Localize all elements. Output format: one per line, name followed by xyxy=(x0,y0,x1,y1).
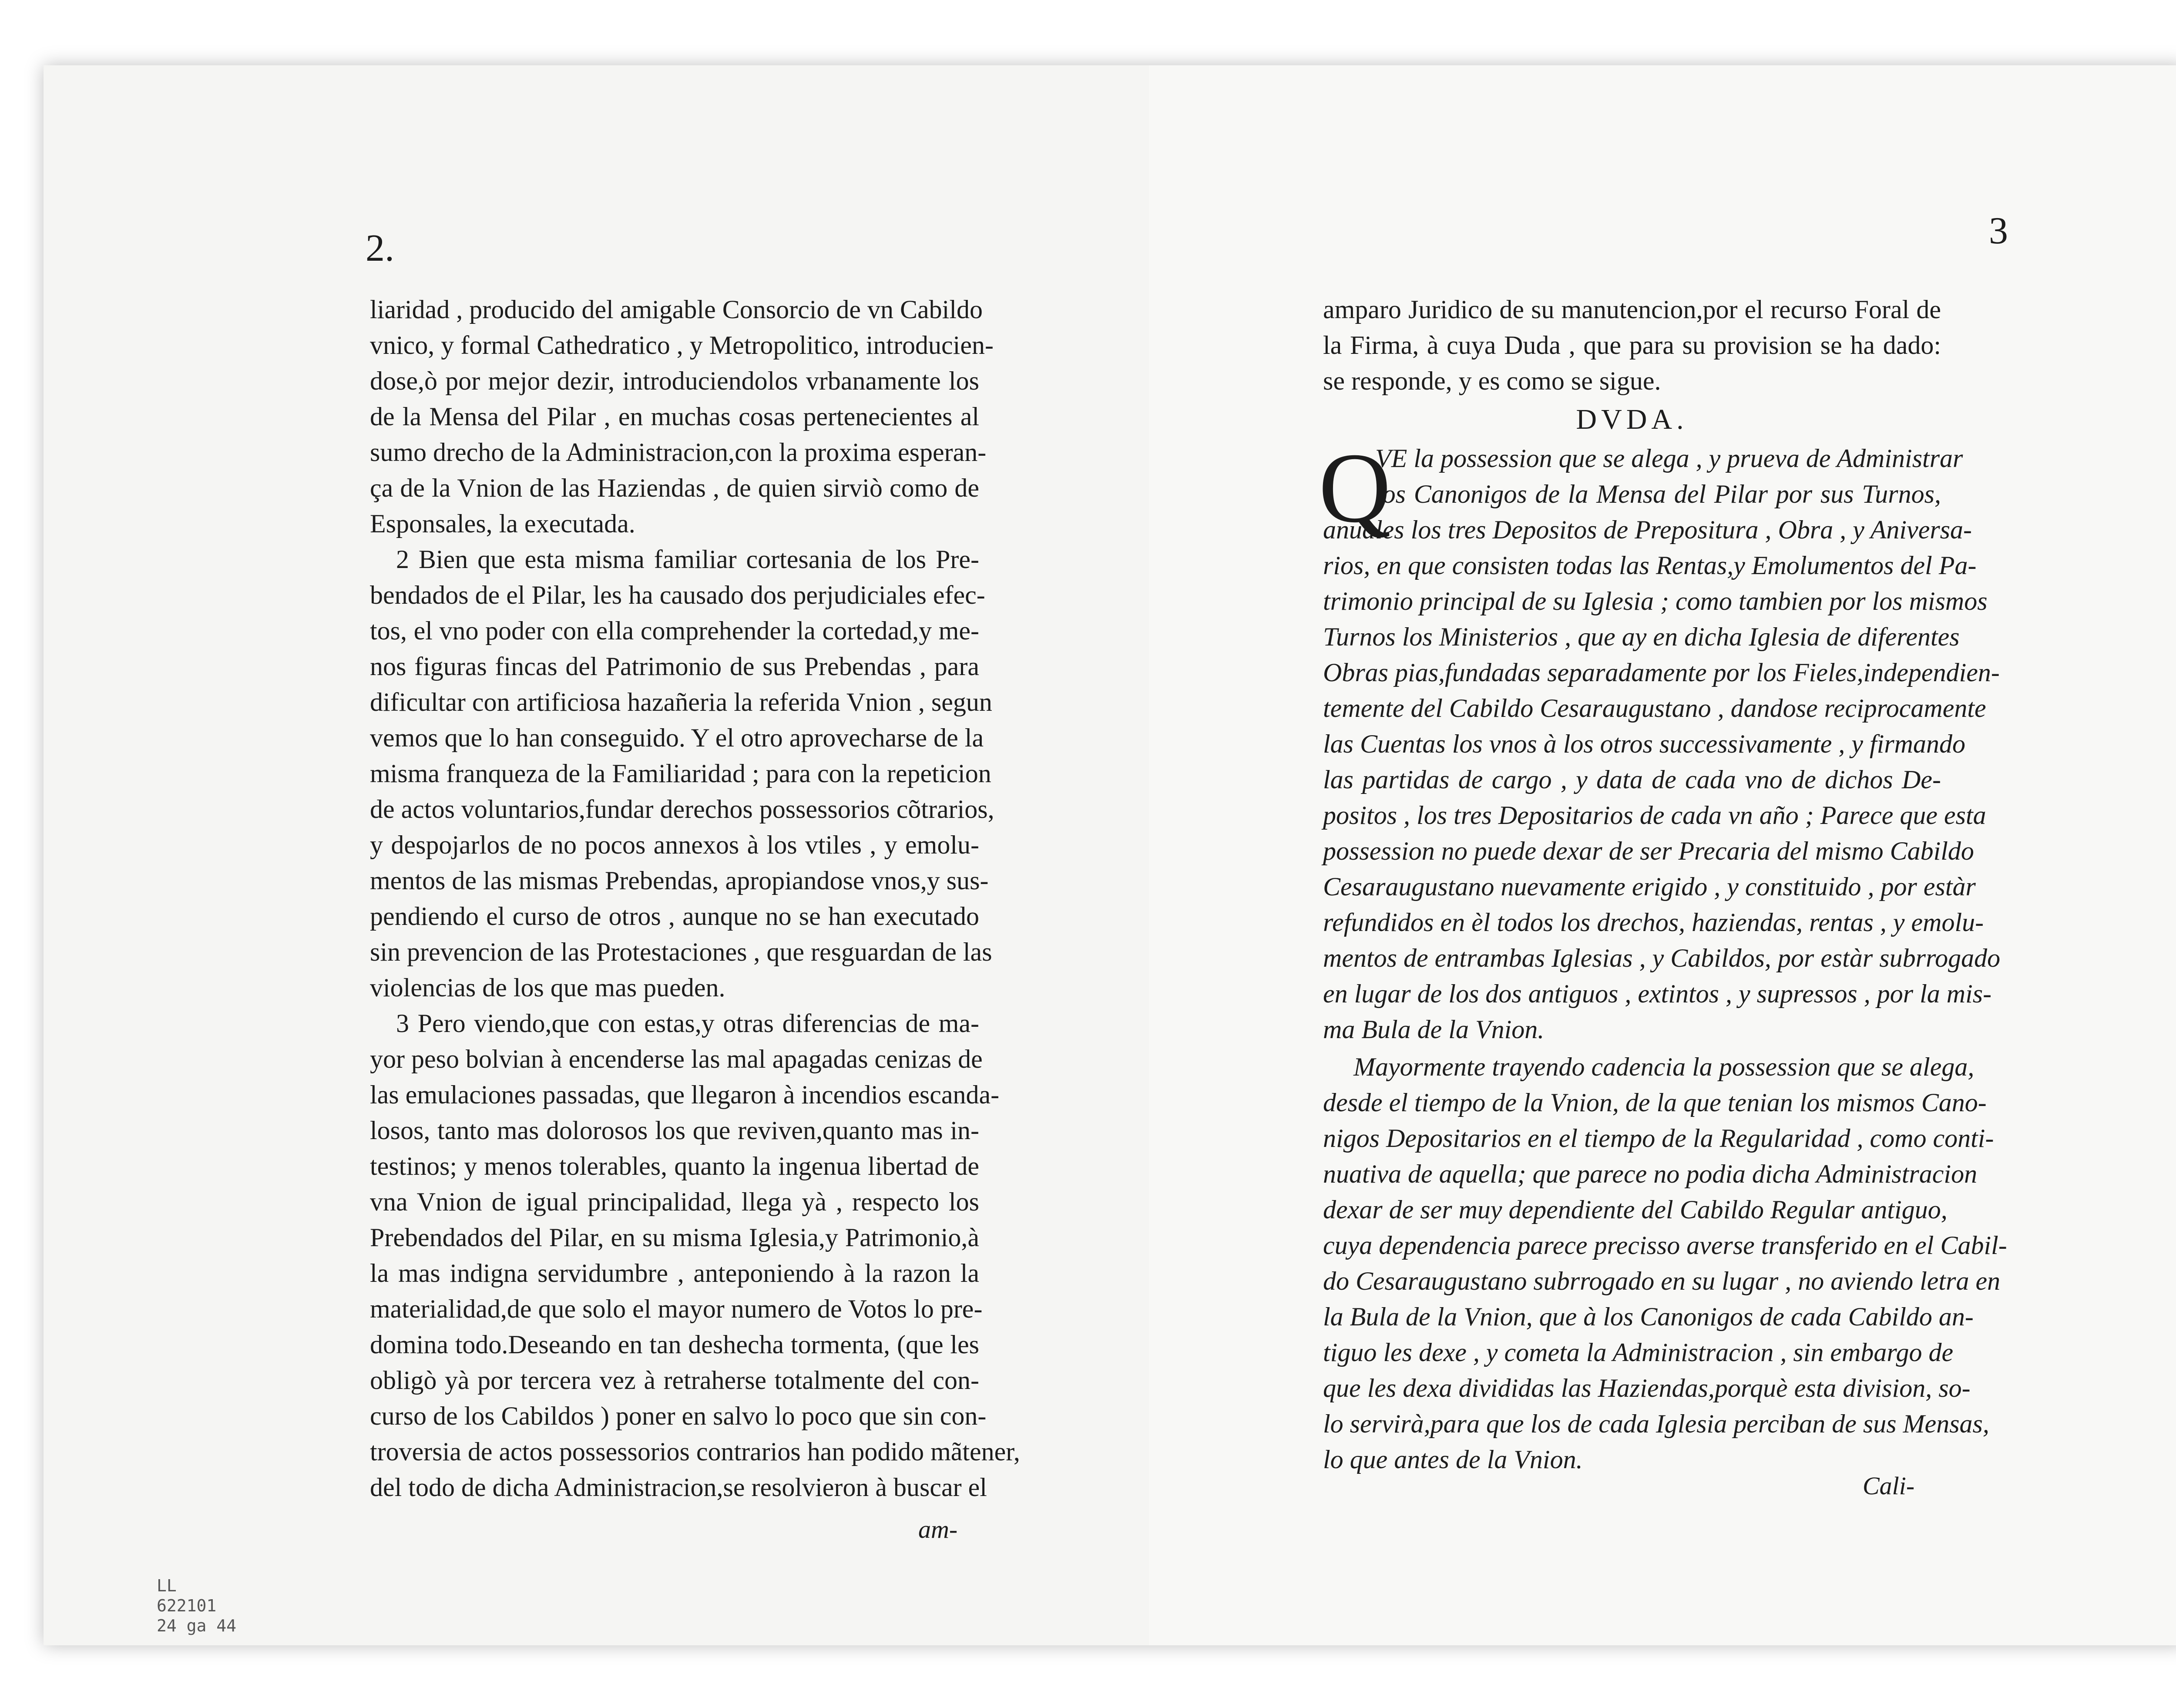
left-text-line: sumo drecho de la Administracion,con la proxima esperan- xyxy=(370,438,987,467)
left-text-line: vna Vnion de igual principalidad, llega yà , respecto los xyxy=(370,1187,979,1216)
intro-lines xyxy=(1323,292,1941,399)
paragraph-line: nigos Depositarios en el tiempo de la Regularidad , como conti- xyxy=(1323,1124,1994,1153)
question-line: VE la possession que se alega , y prueva de Administrar xyxy=(1375,444,1963,473)
paragraph-line: cuya dependencia parece precisso averse transferido en el Cabil- xyxy=(1323,1231,2007,1260)
question-body-line: possession no puede dexar de ser Precaria del mismo Cabildo xyxy=(1323,837,1974,865)
library-shelfmark xyxy=(157,1576,236,1636)
left-text-line: y despojarlos de no pocos annexos à los vtiles , y emolu- xyxy=(370,830,979,859)
left-text-line: las emulaciones passadas, que llegaron à incendios escanda- xyxy=(370,1080,1000,1109)
left-text-line: 3 Pero viendo,que con estas,y otras diferencias de ma- xyxy=(396,1009,979,1038)
left-text-line: testinos; y menos tolerables, quanto la ingenua libertad de xyxy=(370,1152,979,1180)
left-text-line: de actos voluntarios,fundar derechos possessorios cõtrarios, xyxy=(370,795,994,824)
left-text-line: domina todo.Deseando en tan deshecha tormenta, (que les xyxy=(370,1330,979,1359)
intro-line: la Firma, à cuya Duda , que para su provision se ha dado: xyxy=(1323,331,1941,360)
left-text-line: de la Mensa del Pilar , en muchas cosas pertenecientes al xyxy=(370,402,979,431)
paragraph-line: tiguo les dexe , y cometa la Administracion , sin embargo de xyxy=(1323,1338,1954,1367)
paragraph-line: nuativa de aquella; que parece no podia dicha Administracion xyxy=(1323,1160,1978,1188)
paragraph-line: lo que antes de la Vnion. xyxy=(1323,1445,1583,1474)
left-text-line: del todo de dicha Administracion,se resolvieron à buscar el xyxy=(370,1473,987,1502)
shelfmark-line: 622101 xyxy=(157,1596,217,1615)
paragraph-line: do Cesaraugustano subrrogado en su lugar , no aviendo letra en xyxy=(1323,1267,2001,1295)
intro-line: se responde, y es como se sigue. xyxy=(1323,366,1661,395)
paragraph-line: la Bula de la Vnion, que à los Canonigos de cada Cabildo an- xyxy=(1323,1302,1974,1331)
left-text-line: losos, tanto mas dolorosos los que reviven,quanto mas in- xyxy=(370,1116,979,1145)
right-page-text xyxy=(1319,292,2007,1500)
left-text-line: la mas indigna servidumbre , anteponiendo à la razon la xyxy=(370,1259,979,1288)
question-block xyxy=(1319,432,2001,1047)
left-text-line: curso de los Cabildos ) poner en salvo lo poco que sin con- xyxy=(370,1402,987,1430)
shelfmark-line: 24 ga 44 xyxy=(157,1616,237,1635)
shelfmark-line: LL xyxy=(157,1576,177,1595)
left-text-line: troversia de actos possessorios contrarios han podido mãtener, xyxy=(370,1437,1020,1466)
left-text-line: vemos que lo han conseguido. Y el otro aprovecharse de la xyxy=(370,723,984,752)
question-body-line: temente del Cabildo Cesaraugustano , dandose reciprocamente xyxy=(1323,694,1986,723)
question-body-line: ma Bula de la Vnion. xyxy=(1323,1015,1545,1044)
left-text-line: materialidad,de que solo el mayor numero de Votos lo pre- xyxy=(370,1294,983,1323)
left-text-line: tos, el vno poder con ella comprehender la cortedad,y me- xyxy=(370,616,979,645)
left-text-line: bendados de el Pilar, les ha causado dos perjudiciales efec- xyxy=(370,581,985,609)
paragraph-line: dexar de ser muy dependiente del Cabildo Regular antiguo, xyxy=(1323,1195,1948,1224)
question-body-line: positos , los tres Depositarios de cada vn año ; Parece que esta xyxy=(1323,801,1986,830)
left-text-line: mentos de las mismas Prebendas, apropiandose vnos,y sus- xyxy=(370,866,989,895)
left-text-line: liaridad , producido del amigable Consorcio de vn Cabildo xyxy=(370,295,983,324)
page-number-left: 2. xyxy=(366,227,394,269)
left-text-line: pendiendo el curso de otros , aunque no se han executado xyxy=(370,902,979,931)
question-body-line: anuales los tres Depositos de Prepositura , Obra , y Aniversa- xyxy=(1323,515,1972,544)
left-text-line: Prebendados del Pilar, en su misma Iglesia,y Patrimonio,à xyxy=(370,1223,979,1252)
left-text-line: dificultar con artificiosa hazañeria la referida Vnion , segun xyxy=(370,688,992,716)
question-lines xyxy=(1323,440,1963,512)
section-heading: DVDA. xyxy=(1576,403,1688,435)
intro-line: amparo Juridico de su manutencion,por el recurso Foral de xyxy=(1323,295,1941,324)
drop-cap: Q xyxy=(1319,432,1391,543)
question-body xyxy=(1323,512,2001,1047)
question-body-line: Obras pias,fundadas separadamente por los Fieles,independien- xyxy=(1323,658,2000,687)
second-paragraph xyxy=(1323,1049,2007,1477)
question-body-line: en lugar de los dos antiguos , extintos , y supressos , por la mis- xyxy=(1323,979,1992,1008)
left-text-line: yor peso bolvian à encenderse las mal apagadas cenizas de xyxy=(370,1045,983,1073)
left-text-line: vnico, y formal Cathedratico , y Metropolitico, introducien- xyxy=(370,331,994,360)
left-text-line: sin prevencion de las Protestaciones , que resguardan de las xyxy=(370,938,992,966)
left-text-line: violencias de los que mas pueden. xyxy=(370,973,725,1002)
paragraph-line: que les dexa divididas las Haziendas,porquè esta division, so- xyxy=(1323,1374,1971,1402)
question-line: los Canonigos de la Mensa del Pilar por sus Turnos, xyxy=(1375,480,1941,508)
left-page-text xyxy=(370,292,1020,1505)
left-text-line: ça de la Vnion de las Haziendas , de quien sirviò como de xyxy=(370,474,979,502)
left-text-line: dose,ò por mejor dezir, introduciendolos vrbanamente los xyxy=(370,366,979,395)
question-body-line: rios, en que consisten todas las Rentas,y Emolumentos del Pa- xyxy=(1323,551,1977,580)
book-spread xyxy=(44,65,2176,1645)
paragraph-line: desde el tiempo de la Vnion, de la que tenian los mismos Cano- xyxy=(1323,1088,1987,1117)
catchword-left: am- xyxy=(918,1515,958,1543)
question-body-line: Cesaraugustano nuevamente erigido , y constituido , por estàr xyxy=(1323,872,1976,901)
question-body-line: las partidas de cargo , y data de cada vno de dichos De- xyxy=(1323,765,1941,794)
left-text-line: obligò yà por tercera vez à retraherse totalmente del con- xyxy=(370,1366,979,1395)
left-text-line: Esponsales, la executada. xyxy=(370,509,635,538)
page-number-right: 3 xyxy=(1989,210,2008,252)
left-text-line: nos figuras fincas del Patrimonio de sus Prebendas , para xyxy=(370,652,979,681)
left-page xyxy=(44,65,1149,1645)
question-body-line: trimonio principal de su Iglesia ; como tambien por los mismos xyxy=(1323,587,1988,615)
catchword-right: Cali- xyxy=(1863,1472,1915,1500)
question-body-line: Turnos los Ministerios , que ay en dicha Iglesia de diferentes xyxy=(1323,622,1960,651)
question-body-line: mentos de entrambas Iglesias , y Cabildos, por estàr subrrogado xyxy=(1323,944,2001,972)
question-body-line: refundidos en èl todos los drechos, haziendas, rentas , y emolu- xyxy=(1323,908,1984,937)
left-text-line: 2 Bien que esta misma familiar cortesania de los Pre- xyxy=(396,545,979,574)
question-body-line: las Cuentas los vnos à los otros successivamente , y firmando xyxy=(1323,730,1966,758)
left-text-line: misma franqueza de la Familiaridad ; para con la repeticion xyxy=(370,759,991,788)
paragraph-line: Mayormente trayendo cadencia la possession que se alega, xyxy=(1353,1052,1975,1081)
paragraph-line: lo servirà,para que los de cada Iglesia perciban de sus Mensas, xyxy=(1323,1409,1989,1438)
